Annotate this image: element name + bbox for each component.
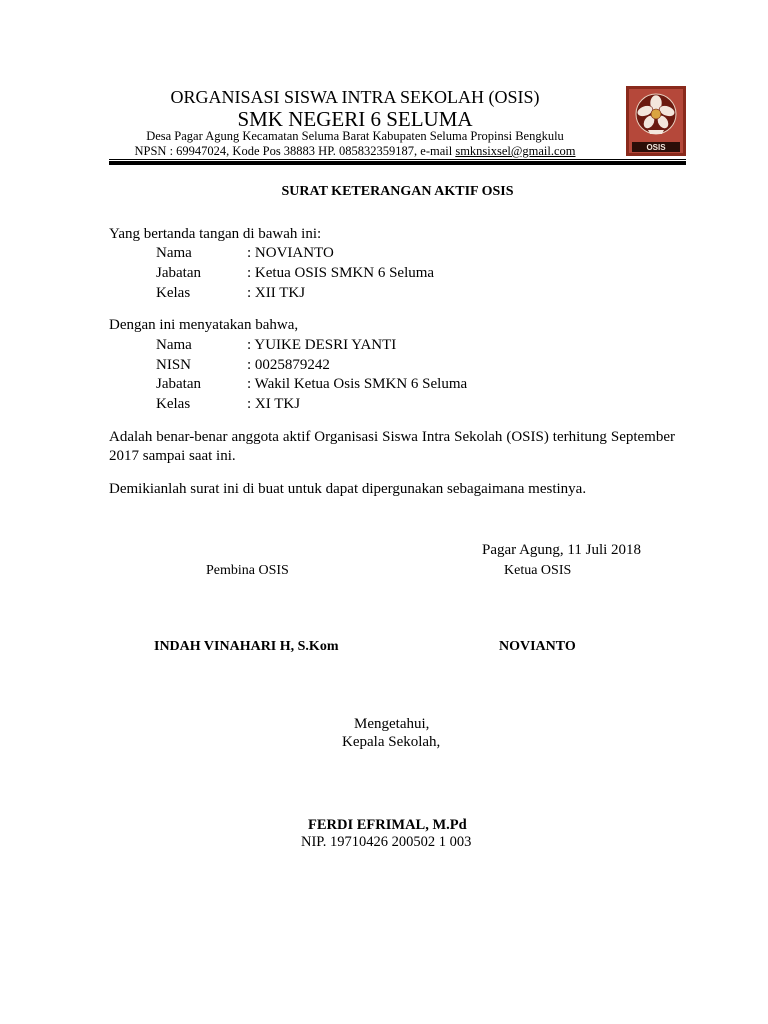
- school-contact: [90, 144, 620, 159]
- acknowledge-label: Mengetahui,: [354, 716, 430, 732]
- signer-position-label: Jabatan: [156, 265, 201, 281]
- subject-nisn-value: : 0025879242: [247, 357, 330, 373]
- place-date: Pagar Agung, 11 Juli 2018: [482, 542, 642, 558]
- osis-logo: [626, 86, 686, 156]
- left-signer-name: INDAH VINAHARI H, S.Kom: [154, 639, 339, 654]
- right-signer-name: NOVIANTO: [499, 639, 576, 654]
- subject-position-value: : Wakil Ketua Osis SMKN 6 Seluma: [247, 376, 468, 392]
- subject-position-label: Jabatan: [156, 376, 201, 392]
- subject-name-value: : YUIKE DESRI YANTI: [247, 337, 397, 353]
- letterhead-rule-thick: [109, 161, 686, 165]
- logo-caption: OSIS: [646, 143, 666, 152]
- principal-role: Kepala Sekolah,: [342, 734, 441, 750]
- principal-nip: NIP. 19710426 200502 1 003: [301, 834, 472, 850]
- organization-name: ORGANISASI SISWA INTRA SEKOLAH (OSIS): [170, 87, 540, 107]
- osis-emblem-icon: [626, 86, 686, 156]
- letterhead-rule-thin: [109, 159, 686, 160]
- subject-intro: Dengan ini menyatakan bahwa,: [109, 317, 299, 333]
- principal-name: FERDI EFRIMAL, M.Pd: [308, 817, 467, 833]
- signer-class-label: Kelas: [156, 285, 191, 301]
- subject-name-label: Nama: [156, 337, 192, 353]
- contact-info: NPSN : 69947024, Kode Pos 38883 HP. 085832359187, e-mail: [134, 144, 456, 158]
- signer-intro: Yang bertanda tangan di bawah ini:: [109, 226, 322, 242]
- subject-class-value: : XI TKJ: [247, 396, 301, 412]
- closing-paragraph: Demikianlah surat ini di buat untuk dapat dipergunakan sebagaimana mestinya.: [109, 481, 587, 497]
- signer-class-value: : XII TKJ: [247, 285, 306, 301]
- right-signer-role: Ketua OSIS: [504, 563, 572, 578]
- school-name: SMK NEGERI 6 SELUMA: [237, 107, 473, 131]
- statement-paragraph: Adalah benar-benar anggota aktif Organisasi Siswa Intra Sekolah (OSIS) terhitung September 2017 sampai saat ini.: [109, 429, 675, 464]
- subject-nisn-label: NISN: [156, 357, 192, 373]
- school-address: Desa Pagar Agung Kecamatan Seluma Barat Kabupaten Seluma Propinsi Bengkulu: [146, 129, 564, 143]
- document-title: SURAT KETERANGAN AKTIF OSIS: [281, 184, 514, 199]
- left-signer-role: Pembina OSIS: [206, 563, 289, 578]
- signer-name-value: : NOVIANTO: [247, 245, 334, 261]
- email-link[interactable]: smknsixsel@gmail.com: [455, 144, 576, 158]
- signer-position-value: : Ketua OSIS SMKN 6 Seluma: [247, 265, 435, 281]
- signer-name-label: Nama: [156, 245, 192, 261]
- subject-class-label: Kelas: [156, 396, 191, 412]
